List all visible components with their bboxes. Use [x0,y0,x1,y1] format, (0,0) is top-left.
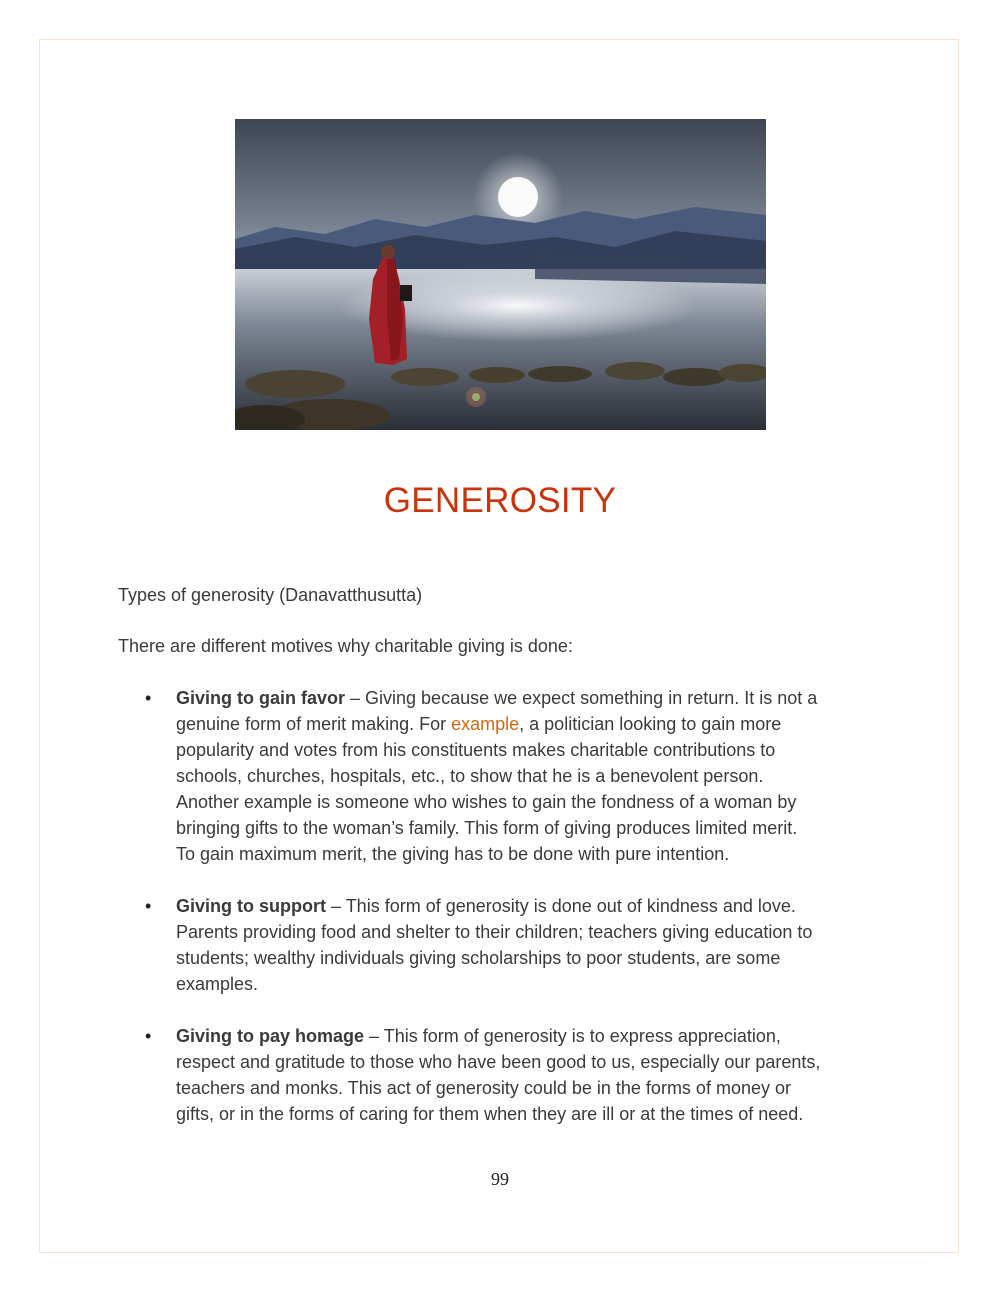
list-item-text: genuine form of merit making. For [176,714,452,734]
list-item-line: schools, churches, hospitals, etc., to show that he is a benevolent person. [176,766,764,786]
list-item [118,685,898,867]
list-item-line: teachers and monks. This act of generosity could be in the forms of money or [176,1078,791,1098]
list-item-line: popularity and votes from his constituents makes charitable contributions to [176,740,776,760]
list-item-line: Another example is someone who wishes to gain the fondness of a woman by [176,792,797,812]
list-item-heading: Giving to support [176,896,326,916]
page-title: GENEROSITY [383,481,617,520]
list-item-first-line [176,685,898,711]
list-item-line [176,711,898,737]
list-item-text: – This form of generosity is done out of kindness and love. [326,896,796,916]
list-item-heading: Giving to gain favor [176,688,346,708]
list-item-line: respect and gratitude to those who have been good to us, especially our parents, [176,1052,821,1072]
list-item [118,1023,898,1127]
monk-by-lake-photo [235,119,766,430]
list-item-text: , a politician looking to gain more [519,714,782,734]
example-link[interactable]: example [451,714,520,734]
list-item-line: bringing gifts to the woman’s family. This form of giving produces limited merit. [176,818,798,838]
generosity-types-list [118,685,898,1153]
list-item-first-line [176,893,898,919]
list-item-text: – Giving because we expect something in return. It is not a [345,688,818,708]
list-item-line: Parents providing food and shelter to their children; teachers giving education to [176,922,813,942]
list-item [118,893,898,997]
list-item-heading: Giving to pay homage [176,1026,365,1046]
list-item-first-line [176,1023,898,1049]
list-item-line: examples. [176,974,259,994]
list-item-text: – This form of generosity is to express appreciation, [364,1026,781,1046]
page-number: 99 [491,1169,509,1189]
list-item-line: students; wealthy individuals giving scholarships to poor students, are some [176,948,781,968]
intro-text: Types of generosity (Danavatthusutta) [118,585,423,605]
list-item-line: gifts, or in the forms of caring for them when they are ill or at the times of need. [176,1104,804,1124]
lead-text: There are different motives why charitable giving is done: [118,636,573,656]
list-item-line: To gain maximum merit, the giving has to be done with pure intention. [176,844,730,864]
